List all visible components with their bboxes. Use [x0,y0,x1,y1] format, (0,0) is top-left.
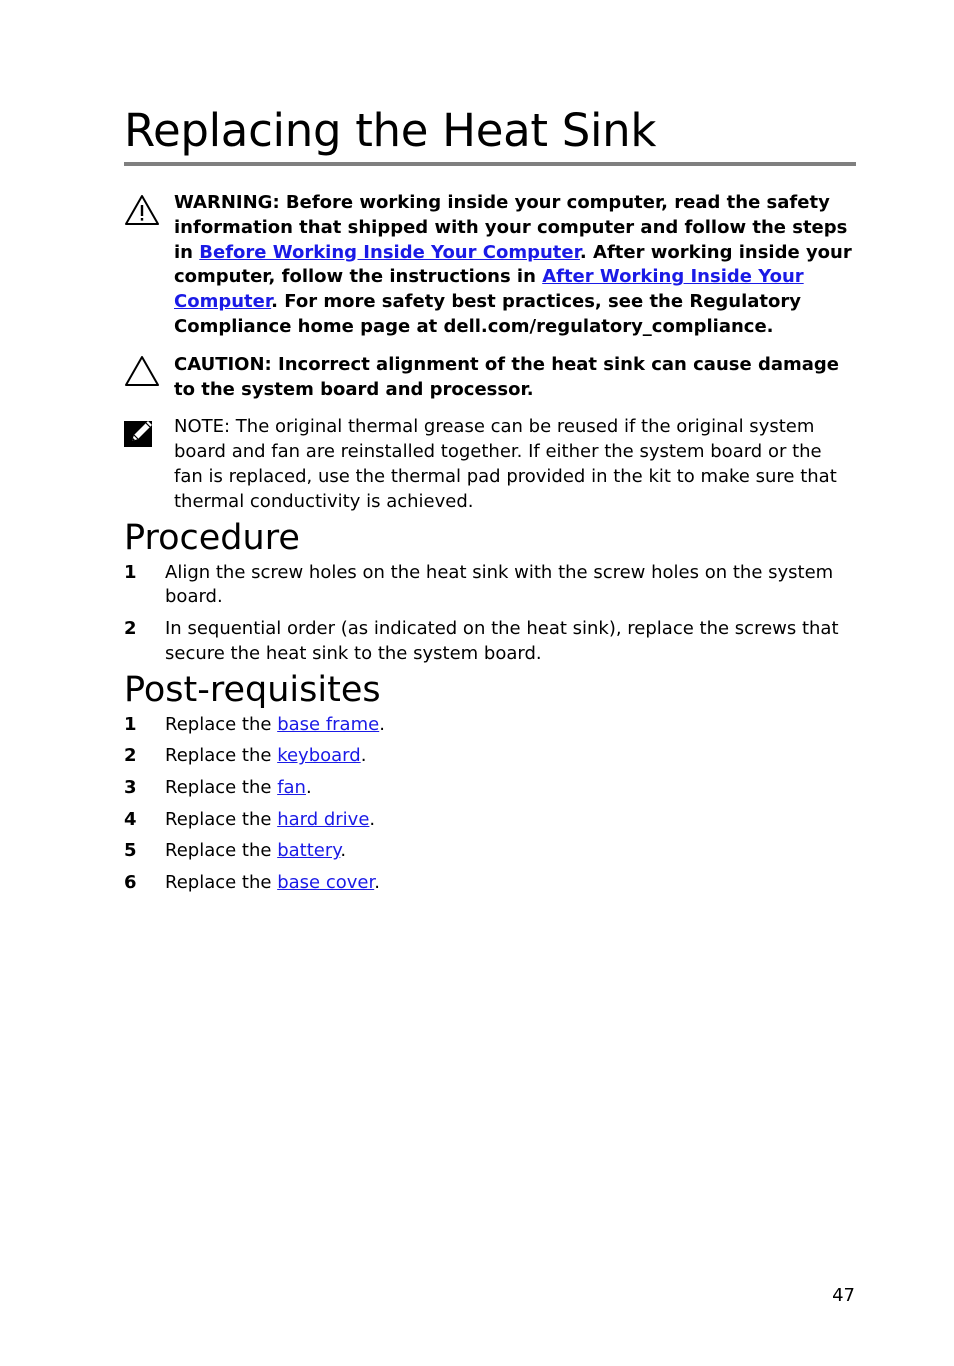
warning-notice [124,191,856,340]
step-text: Align the screw holes on the heat sink with the screw holes on the system board. [165,561,834,608]
step-number: 2 [124,745,137,767]
step-text-prefix: Replace the [165,745,278,767]
warning-text-part-3: . For more safety best practices, see the Regulatory Compliance home page at dell.com/regulatory_compliance. [174,291,801,337]
base-cover-link[interactable]: base cover [277,871,375,893]
step-text-suffix: . [379,713,385,735]
keyboard-link[interactable]: keyboard [277,745,361,767]
post-requisites-steps-list [124,713,856,896]
step-text-prefix: Replace the [165,808,278,830]
step-text-prefix: Replace the [165,713,278,735]
step-text-suffix: . [340,840,347,862]
list-item [124,871,856,896]
step-text-prefix: Replace the [165,840,278,862]
caution-text: CAUTION: Incorrect alignment of the heat sink can cause damage to the system board and processor. [174,353,839,400]
list-item [124,617,856,667]
warning-text-part-2: . After working inside your computer, follow the instructions in [174,241,852,288]
step-text-suffix: . [305,776,312,798]
step-number: 1 [124,713,137,735]
list-item [124,776,856,801]
step-text-prefix: Replace the [165,871,278,893]
step-number: 1 [124,561,137,583]
list-item [124,561,856,611]
before-working-link[interactable]: Before Working Inside Your Computer [199,241,580,263]
procedure-heading: Procedure [124,517,300,558]
caution-triangle-icon [124,354,160,390]
procedure-steps-list [124,561,856,667]
list-item [124,808,856,833]
step-number: 5 [124,840,137,862]
warning-text-part-1: WARNING: Before working inside your computer, read the safety information that shipped with your computer and follow the steps in [174,192,848,263]
fan-link[interactable]: fan [277,776,306,798]
note-pencil-icon [124,417,160,453]
list-item [124,744,856,769]
page-content [124,100,856,896]
note-notice [124,415,856,514]
list-item [124,713,856,738]
note-text: The original thermal grease can be reused if the original system board and fan are reinstalled together. If either the system board or the fan is replaced, use the thermal pad provided in the kit to make sure that thermal conductivity is achieved. [174,416,837,512]
page-title: Replacing the Heat Sink [124,104,657,157]
battery-link[interactable]: battery [277,840,341,862]
step-text-prefix: Replace the [165,776,278,798]
note-label: NOTE: [174,416,231,438]
warning-triangle-icon [124,193,160,229]
after-working-link[interactable]: After Working Inside Your Computer [174,266,804,313]
title-underline-rule [124,162,856,166]
step-text-suffix: . [374,871,380,893]
step-number: 6 [124,871,137,893]
step-text-suffix: . [360,745,367,767]
step-number: 3 [124,776,137,798]
step-text: In sequential order (as indicated on the heat sink), replace the screws that secure the heat sink to the system board. [165,618,839,664]
hard-drive-link[interactable]: hard drive [277,808,370,830]
step-text-suffix: . [369,808,376,830]
post-requisites-heading: Post-requisites [124,669,381,710]
step-number: 2 [124,618,137,640]
caution-notice [124,353,856,403]
step-number: 4 [124,808,137,830]
list-item [124,839,856,864]
base-frame-link[interactable]: base frame [277,713,380,735]
page-number: 47 [832,1285,855,1306]
